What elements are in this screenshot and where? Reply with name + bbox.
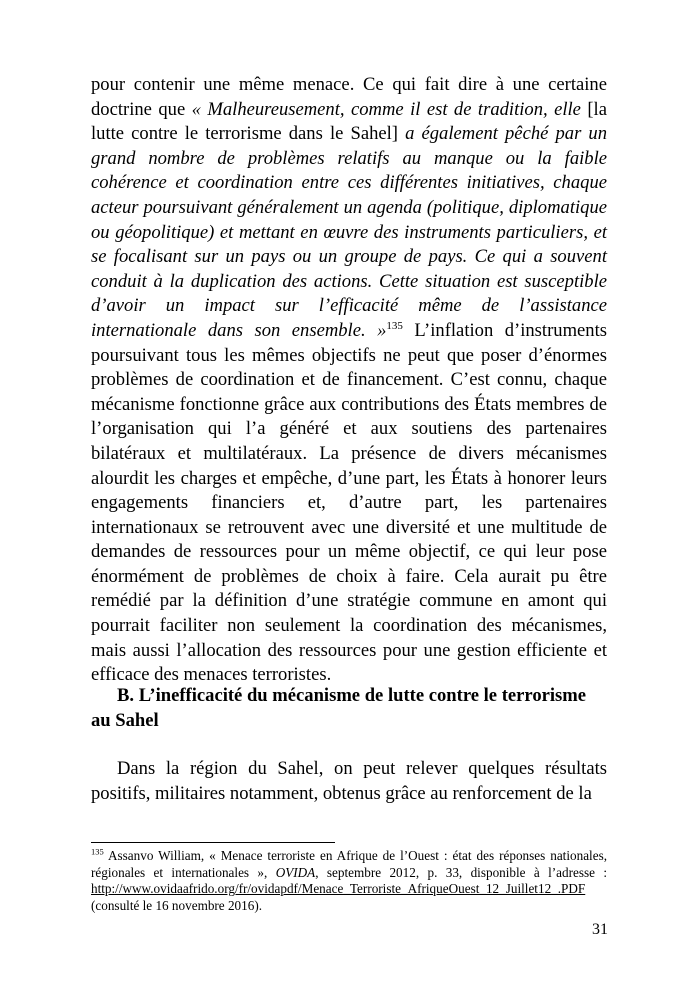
footnote-publication: OVIDA — [275, 864, 316, 880]
quotation-italic-segment: a également pêché par un grand nombre de problèmes relatifs au manque ou la faible cohérence et coordination entre ces différentes initiatives, chaque acteur poursuivant généralement un agenda (politique, diplomatique ou géopolitique) et mettant en œuvre des instruments particuliers, et se focalisant sur un pays ou un groupe de pays. Ce qui a souvent conduit à la duplication des actions. Cette situation est susceptible d’avoir un impact sur l’efficacité même de l’assistance internationale dans son ensemble. » — [91, 123, 608, 341]
body-paragraph-2: Dans la région du Sahel, on peut relever quelques résultats positifs, militaires notamment, obtenus grâce au renforcement de la — [91, 758, 607, 804]
text-segment: [la lutte contre le terrorisme dans le Sahel] — [91, 98, 607, 145]
text-segment: L’inflation d’instruments poursuivant tous les mêmes objectifs ne peut que poser d’énormes problèmes de coordination et de financement. C’est connu, chaque mécanisme fonctionne grâce aux contributions des États membres de l’organisation qui l’a généré et aux soutiens des partenaires bilatéraux et multilatéraux. La présence de divers mécanismes alourdit les charges et empêche, d’une part, les États à honorer leurs engagements financiers et, d’autre part, les partenaires internationaux se retrouvent avec une diversité et une multitude de demandes de ressources pour un même objectif, ce qui leur pose énormément de problèmes de choix à faire. Cela aurait pu être remédié par la définition d’une stratégie commune en amont qui pourrait faciliter non seulement la coordination des mécanismes, mais aussi l’allocation des ressources pour une gestion efficiente et efficace des menaces terroristes. — [91, 319, 607, 686]
footnote-separator — [91, 842, 335, 843]
footnote-text: (consulté le 16 novembre 2016). — [91, 897, 263, 913]
page-number: 31 — [592, 921, 608, 938]
section-heading: B. L’inefficacité du mécanisme de lutte contre le terrorisme au Sahel — [91, 685, 587, 731]
footnote-text: , septembre 2012, p. 33, disponible à l’adresse : — [315, 864, 607, 880]
footnote — [91, 848, 607, 914]
footnote-reference[interactable]: 135 — [386, 319, 403, 332]
text-segment: pour contenir une même menace. Ce qui fait dire à une certaine doctrine que — [91, 74, 607, 120]
body-paragraph-1 — [91, 73, 607, 688]
quotation-italic-segment: « Malheureusement, comme il est de tradition, elle — [191, 98, 588, 120]
footnote-url-link[interactable]: http://www.ovidaafrido.org/fr/ovidapdf/Menace_Terroriste_AfriqueOuest_12_Juillet12_.PDF — [91, 881, 586, 897]
footnote-text: Assanvo William, « Menace terroriste en Afrique de l’Ouest : état des réponses nationales, régionales et internationales », — [91, 848, 607, 880]
footnote-number: 135 — [91, 846, 104, 857]
